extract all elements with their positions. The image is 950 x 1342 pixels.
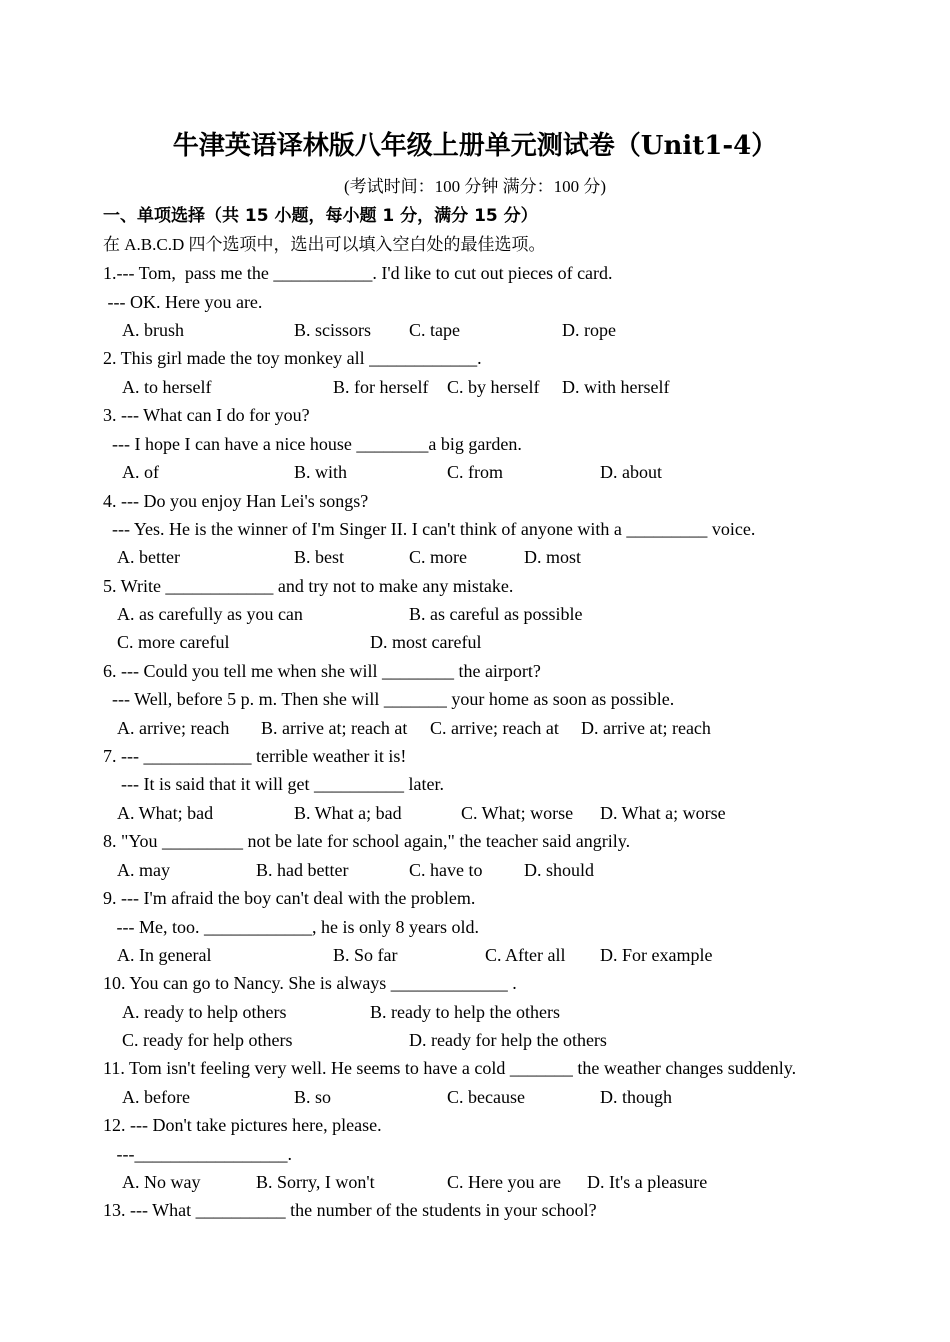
question-4-option-d: D. most	[524, 547, 582, 567]
question-1-option-c: C. tape	[409, 320, 460, 340]
question-2-text: 2. This girl made the toy monkey all ____________.	[103, 348, 482, 368]
question-6-response: --- Well, before 5 p. m. Then she will _______ your home as soon as possible.	[103, 689, 675, 709]
question-1-option-d: D. rope	[562, 320, 616, 340]
page-title: 牛津英语译林版八年级上册单元测试卷（Unit1-4）	[172, 131, 778, 161]
question-1-option-a: A. brush	[122, 320, 184, 340]
question-4-response: --- Yes. He is the winner of I'm Singer II. I can't think of anyone with a _________ voice.	[103, 519, 756, 539]
question-10-option-b: B. ready to help the others	[370, 1002, 560, 1022]
question-5-text: 5. Write ____________ and try not to make any mistake.	[103, 576, 514, 596]
question-6-text: 6. --- Could you tell me when she will ________ the airport?	[103, 661, 541, 681]
question-1-option-b: B. scissors	[294, 320, 372, 340]
question-3-option-a: A. of	[122, 462, 159, 482]
question-1-text: 1.--- Tom, pass me the ___________. I'd like to cut out pieces of card.	[103, 263, 613, 283]
question-3-text: 3. --- What can I do for you?	[103, 405, 310, 425]
question-8-option-a: A. may	[117, 860, 170, 880]
question-2-option-b: B. for herself	[333, 377, 429, 397]
question-12-response: ---_________________.	[103, 1144, 292, 1164]
question-4-option-c: C. more	[409, 547, 467, 567]
question-12-option-c: C. Here you are	[447, 1172, 561, 1192]
question-11-text: 11. Tom isn't feeling very well. He seems to have a cold _______ the weather changes suddenly.	[103, 1058, 797, 1078]
question-12-text: 12. --- Don't take pictures here, please.	[103, 1115, 382, 1135]
question-12-option-a: A. No way	[122, 1172, 201, 1192]
question-7-text: 7. --- ____________ terrible weather it is!	[103, 746, 407, 766]
question-2-option-c: C. by herself	[447, 377, 540, 397]
question-8-text: 8. "You _________ not be late for school again," the teacher said angrily.	[103, 831, 631, 851]
question-11-option-d: D. though	[600, 1087, 672, 1107]
question-9-text: 9. --- I'm afraid the boy can't deal with the problem.	[103, 888, 476, 908]
question-9-option-a: A. In general	[117, 945, 212, 965]
question-6-option-a: A. arrive; reach	[117, 718, 230, 738]
question-4-option-b: B. best	[294, 547, 345, 567]
question-5-option-c: C. more careful	[117, 632, 230, 652]
question-11-option-a: A. before	[122, 1087, 190, 1107]
question-7-option-b: B. What a; bad	[294, 803, 402, 823]
question-12-option-d: D. It's a pleasure	[587, 1172, 708, 1192]
question-8-option-d: D. should	[524, 860, 595, 880]
question-8-option-c: C. have to	[409, 860, 483, 880]
question-4-text: 4. --- Do you enjoy Han Lei's songs?	[103, 491, 369, 511]
question-6-option-d: D. arrive at; reach	[581, 718, 711, 738]
question-2-option-a: A. to herself	[122, 377, 212, 397]
question-4-option-a: A. better	[117, 547, 180, 567]
question-7-option-d: D. What a; worse	[600, 803, 726, 823]
question-9-option-c: C. After all	[485, 945, 566, 965]
question-3-option-c: C. from	[447, 462, 503, 482]
question-1-response: --- OK. Here you are.	[103, 292, 263, 312]
question-5-option-b: B. as careful as possible	[409, 604, 583, 624]
section-heading: 一、单项选择（共 15 小题，每小题 1 分，满分 15 分）	[103, 206, 538, 226]
question-7-response: --- It is said that it will get __________ later.	[103, 774, 444, 794]
question-3-response: --- I hope I can have a nice house ________a big garden.	[103, 434, 522, 454]
question-9-option-b: B. So far	[333, 945, 398, 965]
question-5-option-a: A. as carefully as you can	[117, 604, 303, 624]
question-9-response: --- Me, too. ____________, he is only 8 years old.	[103, 917, 479, 937]
question-12-option-b: B. Sorry, I won't	[256, 1172, 375, 1192]
section-instruction: 在 A.B.C.D 四个选项中，选出可以填入空白处的最佳选项。	[103, 235, 546, 254]
question-10-text: 10. You can go to Nancy. She is always _____________ .	[103, 973, 517, 993]
question-7-option-a: A. What; bad	[117, 803, 214, 823]
question-5-option-d: D. most careful	[370, 632, 482, 652]
question-10-option-d: D. ready for help the others	[409, 1030, 607, 1050]
question-10-option-a: A. ready to help others	[122, 1002, 287, 1022]
question-2-option-d: D. with herself	[562, 377, 670, 397]
question-10-option-c: C. ready for help others	[122, 1030, 293, 1050]
exam-info: (考试时间：100 分钟 满分：100 分)	[343, 177, 607, 196]
question-3-option-d: D. about	[600, 462, 662, 482]
question-9-option-d: D. For example	[600, 945, 713, 965]
question-13-text: 13. --- What __________ the number of the students in your school?	[103, 1200, 597, 1220]
question-8-option-b: B. had better	[256, 860, 349, 880]
question-11-option-b: B. so	[294, 1087, 332, 1107]
question-6-option-c: C. arrive; reach at	[430, 718, 559, 738]
question-11-option-c: C. because	[447, 1087, 525, 1107]
question-3-option-b: B. with	[294, 462, 348, 482]
question-6-option-b: B. arrive at; reach at	[261, 718, 408, 738]
question-7-option-c: C. What; worse	[461, 803, 574, 823]
